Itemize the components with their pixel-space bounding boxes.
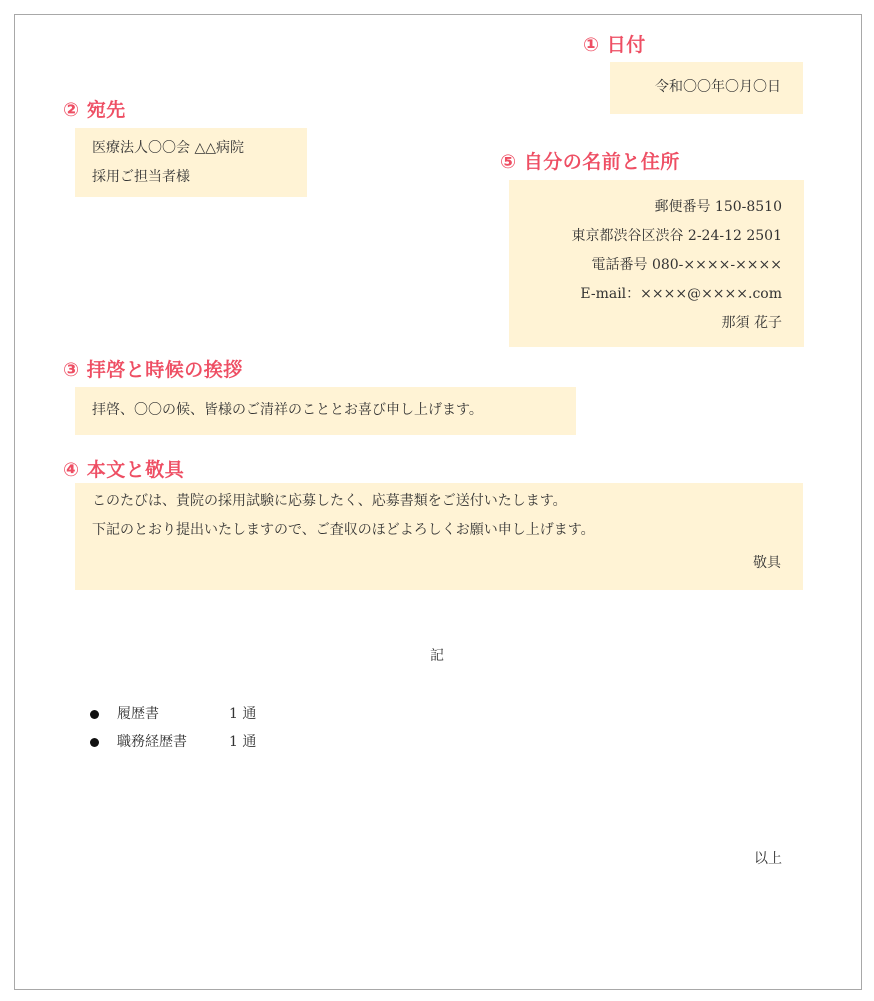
body-box bbox=[75, 483, 803, 590]
greeting-text: 拝啓、〇〇の候、皆様のご清祥のこととお喜び申し上げます。 bbox=[92, 402, 483, 418]
ki-heading: 記 bbox=[430, 648, 444, 664]
enclosure-name: 職務経歴書 bbox=[117, 734, 187, 750]
enclosure-count: 1 通 bbox=[229, 706, 257, 722]
enclosure-name: 履歴書 bbox=[117, 706, 159, 722]
recipient-line-2: 採用ご担当者様 bbox=[92, 169, 190, 185]
sender-email: E-mail：××××@××××.com bbox=[580, 286, 782, 302]
sender-box bbox=[509, 180, 804, 347]
sender-label: ⑤ 自分の名前と住所 bbox=[500, 151, 680, 173]
date-box bbox=[610, 62, 803, 114]
sender-name: 那須 花子 bbox=[721, 315, 782, 331]
date-text: 令和〇〇年〇月〇日 bbox=[655, 79, 781, 95]
recipient-box bbox=[75, 128, 307, 197]
ijou-text: 以上 bbox=[754, 851, 782, 867]
bullet-icon bbox=[90, 710, 99, 719]
sender-address: 東京都渋谷区渋谷 2-24-12 2501 bbox=[571, 228, 782, 244]
enclosure-count: 1 通 bbox=[229, 734, 257, 750]
bullet-icon bbox=[90, 738, 99, 747]
body-line-1: このたびは、貴院の採用試験に応募したく、応募書類をご送付いたします。 bbox=[92, 493, 567, 509]
recipient-label: ② 宛先 bbox=[63, 99, 126, 121]
body-closing: 敬具 bbox=[753, 555, 781, 571]
recipient-line-1: 医療法人〇〇会 △△病院 bbox=[92, 140, 244, 156]
list-item bbox=[90, 703, 256, 723]
list-item bbox=[90, 731, 256, 751]
greeting-box bbox=[75, 387, 576, 435]
body-label: ④ 本文と敬具 bbox=[63, 459, 185, 481]
date-label: ① 日付 bbox=[583, 34, 646, 56]
body-line-2: 下記のとおり提出いたしますので、ご査収のほどよろしくお願い申し上げます。 bbox=[92, 522, 595, 538]
greeting-label: ③ 拝啓と時候の挨拶 bbox=[63, 359, 243, 381]
sender-phone: 電話番号 080-××××-×××× bbox=[591, 257, 782, 273]
sender-postal: 郵便番号 150-8510 bbox=[654, 199, 782, 215]
